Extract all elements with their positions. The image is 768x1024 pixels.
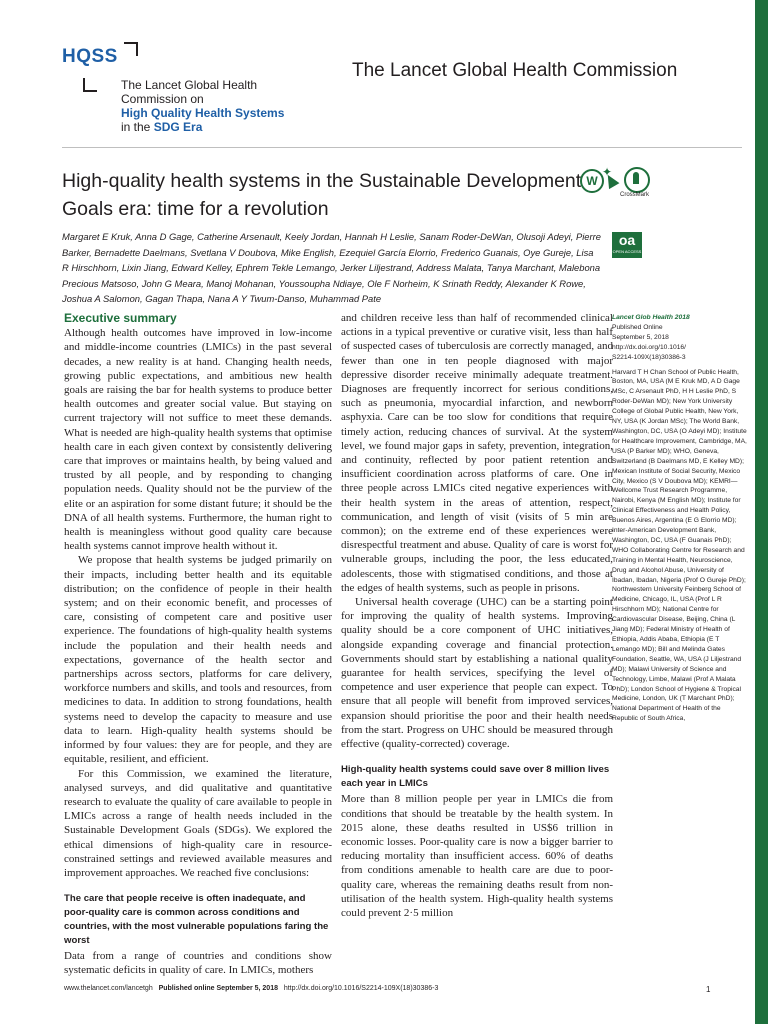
commission-name <box>121 78 284 134</box>
open-access-badge[interactable] <box>612 232 642 258</box>
paragraph: More than 8 million people per year in LMICs die from conditions that should be treatable by the health system. In 2015 alone, these deaths resulted in US$6 trillion in economic losses. Poor-quality care is now a bigger barrier to reducing mortality than insufficient access. 60% of deaths from conditions amenable to health care are due to poor-quality care, whereas the remaining deaths result from non-utilisation of the health system. High-quality health systems could prevent 2·5 million <box>341 793 613 919</box>
commission-line: The Lancet Global Health <box>121 78 258 92</box>
logo-corner-mark <box>83 78 97 92</box>
page-footer <box>64 985 710 992</box>
footer-doi-link[interactable]: http://dx.doi.org/10.1016/S2214-109X(18)30386-3 <box>283 985 439 992</box>
crossmark-label: CrossMark <box>620 192 650 198</box>
author-affiliations: Harvard T H Chan School of Public Health, Boston, MA, USA (M E Kruk MD, A D Gage MSc, C Arsenault PhD, H H Leslie PhD, S Roder-DeWan MD); New York University College of Global Public Health, New York, NY, USA (K Jordan MSc); The World Bank, Washington, DC, USA (O Adeyi MD); Institute for Healthcare Improvement, Cambridge, MA, USA (P Barker MD); WHO, Geneva, Switzerland (B Daelmans MD, E Kelley MD); Mexican Institute of Social Security, Mexico City, Mexico (S V Doubova MD); KEMRI—Wellcome Trust Research Programme, Nairobi, Kenya (M English MD); Institute for Clinical Effectiveness and Health Policy, Buenos Aires, Argentina (E G Elorrio MD); Inter-American Development Bank, Washington, DC, USA (F Guanais PhD); WHO Collaborating Centre for Research and Training in Mental Health, Neuroscience, Drug and Alcohol Abuse, University of Ibadan, Ibadan, Nigeria (Prof O Gureje PhD); Northwestern University Feinberg School of Medicine, Chicago, IL, USA (Prof L R Hirschhorn MD); National Centre for Cardiovascular Disease, Beijing, China (L Jiang MD); Federal Ministry of Health of Ethiopia, Addis Ababa, Ethiopia (E T Lemango MD); Bill and Melinda Gates Foundation, Seattle, WA, USA (J Liljestrand MD); Malawi University of Science and Technology, Limbe, Malawi (Prof A Malata PhD); London School of Hygiene & Tropical Medicine, London, UK (T Marchant PhD); National Department of Health of the Republic of South Africa, <box>612 368 747 723</box>
commission-line: Commission on <box>121 92 204 106</box>
published-label: Published Online <box>612 323 663 331</box>
oa-sublabel: OPEN ACCESS <box>612 249 642 254</box>
green-edge-bar <box>755 0 768 1024</box>
hqss-commission-logo <box>62 40 302 140</box>
footer-published: Published online September 5, 2018 <box>158 985 278 992</box>
section-heading: Executive summary <box>64 311 177 325</box>
paragraph: Universal health coverage (UHC) can be a starting point for improving the quality of health systems. Improving quality should be a core component of UHC initiatives, alongside expanding coverage and financial protection. Governments should start by establishing a national quality guarantee for health services, specifying the level of competence and user experience that people can expect. To ensure that all people will benefit from improved services, expansion should prioritise the poor and their health needs from the start. Progress on UHC should be measured through effective (quality-corrected) coverage. <box>341 596 613 751</box>
crossmark-icon[interactable] <box>624 167 650 193</box>
footer-site-link[interactable]: www.thelancet.com/lancetgh <box>64 985 153 992</box>
subsection-heading: The care that people receive is often inadequate, and poor-quality care is common across conditions and countries, with the most vulnerable populations faring the worst <box>64 893 329 947</box>
series-title: The Lancet Global Health Commission <box>352 60 678 81</box>
commission-line: High Quality Health Systems <box>121 106 285 120</box>
spacer <box>64 880 332 892</box>
commission-line <box>121 120 284 134</box>
paragraph: Although health outcomes have improved in low-income and middle-income countries (LMICs) in the past several decades, a new reality is at hand. Changing health needs, growing public expectations, and ambitious new health goals are raising the bar for health systems to produce better health outcomes and greater social value. But staying on current trajectory will not suffice to meet these demands. What is needed are high-quality health systems that optimise health care in each given context by consistently delivering care that improves or maintains health, by being valued and trusted by all people, and by responding to changing population needs. Quality should not be the purview of the elite or an aspiration for some distant future; it should be the DNA of all health systems. Furthermore, the human right to health is meaningless without good quality care because health systems cannot improve health without it. <box>64 327 332 553</box>
paragraph: We propose that health systems be judged primarily on their impacts, including better health and its equitable distribution; on the confidence of people in their health system; and on their economic benefit, and processes of care, consisting of competent care and positive user experience. The foundations of high-quality health systems include the population and their health needs and expectations, governance of the health sector and partnerships across sectors, platforms for care delivery, workforce numbers and skills, and tools and resources, from medicines to data. In addition to strong foundations, health systems need to develop the capacity to measure and use data to learn. High-quality health systems should be informed by four values: they are for people, and they are equitable, resilient, and efficient. <box>64 554 332 766</box>
publication-info <box>612 313 747 363</box>
sparkle-icon: ✦ <box>602 165 613 179</box>
oa-label: oa <box>618 232 636 248</box>
body-column-left <box>64 311 332 978</box>
w-logo-icon[interactable]: W <box>580 169 604 193</box>
doi-link[interactable]: S2214-109X(18)30386-3 <box>612 353 686 361</box>
hqss-logo-text: HQSS <box>62 46 118 67</box>
article-badges <box>580 165 660 205</box>
page-number: 1 <box>706 985 711 994</box>
paragraph: Data from a range of countries and conditions show systematic deficits in quality of care. In LMICs, mothers <box>64 950 332 977</box>
paragraph: For this Commission, we examined the literature, analysed surveys, and did qualitative and quantitative research to evaluate the quality of care available to people in LMICs across a range of health needs included in the Sustainable Development Goals (SDGs). We explored the ethical dimensions of high-quality care in resource-constrained settings and reviewed available measures and improvement approaches. We reached five conclusions: <box>64 767 332 879</box>
body-column-middle <box>341 311 613 920</box>
article-title: High-quality health systems in the Sustainable Development Goals era: time for a revolution <box>62 170 582 220</box>
commission-line-emphasis: SDG Era <box>153 120 203 134</box>
spacer <box>341 751 613 763</box>
journal-citation: Lancet Glob Health 2018 <box>612 314 690 321</box>
author-list: Margaret E Kruk, Anna D Gage, Catherine Arsenault, Keely Jordan, Hannah H Leslie, Sanam Roder-DeWan, Olusoji Adeyi, Pierre Barker, Bernadette Daelmans, Svetlana V Doubova, Mike English, Ezequiel García Elorrio, Frederico Guanais, Oye Gureje, Lisa R Hirschhorn, Lixin Jiang, Edward Kelley, Ephrem Tekle Lemango, Jerker Liljestrand, Address Malata, Tanya Marchant, Malebona Precious Matsoso, John G Meara, Manoj Mohanan, Youssoupha Ndiaye, Ole F Norheim, K Srinath Reddy, Alexander K Rowe, Joshua A Salomon, Gagan Thapa, Nana A Y Twum-Danso, Muhammad Pate <box>62 231 601 304</box>
published-date: September 5, 2018 <box>612 333 669 341</box>
paragraph: and children receive less than half of recommended clinical actions in a typical preventive or curative visit, less than half of suspected cases of tuberculosis are correctly managed, and fewer than one in ten people diagnosed with major depressive disorder receive minimally adequate treatment. Diagnoses are frequently incorrect for serious conditions, such as pneumonia, myocardial infarction, and newborn asphyxia. Care can be too slow for conditions that require timely action, reducing chances of survival. At the system level, we found major gaps in safety, prevention, integration, and continuity, reflected by poor patient retention and insufficient coordination across platforms of care. One in three people across LMICs cited negative experiences with their health system in the areas of attention, respect, communication, and length of visit (visits of 5 min are common); on the extreme end of these experiences were disrespectful treatment and abuse. Quality of care is worst for vulnerable groups, including the poor, the less educated, adolescents, those with stigmatised conditions, and those at the edges of health systems, such as people in prisons. <box>341 312 613 594</box>
sidebar-notes <box>612 313 747 724</box>
subsection-heading: High-quality health systems could save over 8 million lives each year in LMICs <box>341 764 610 790</box>
logo-corner-mark <box>124 42 138 56</box>
commission-line-prefix: in the <box>121 120 151 134</box>
doi-link[interactable]: http://dx.doi.org/10.1016/ <box>612 343 686 351</box>
header-divider <box>62 147 742 148</box>
